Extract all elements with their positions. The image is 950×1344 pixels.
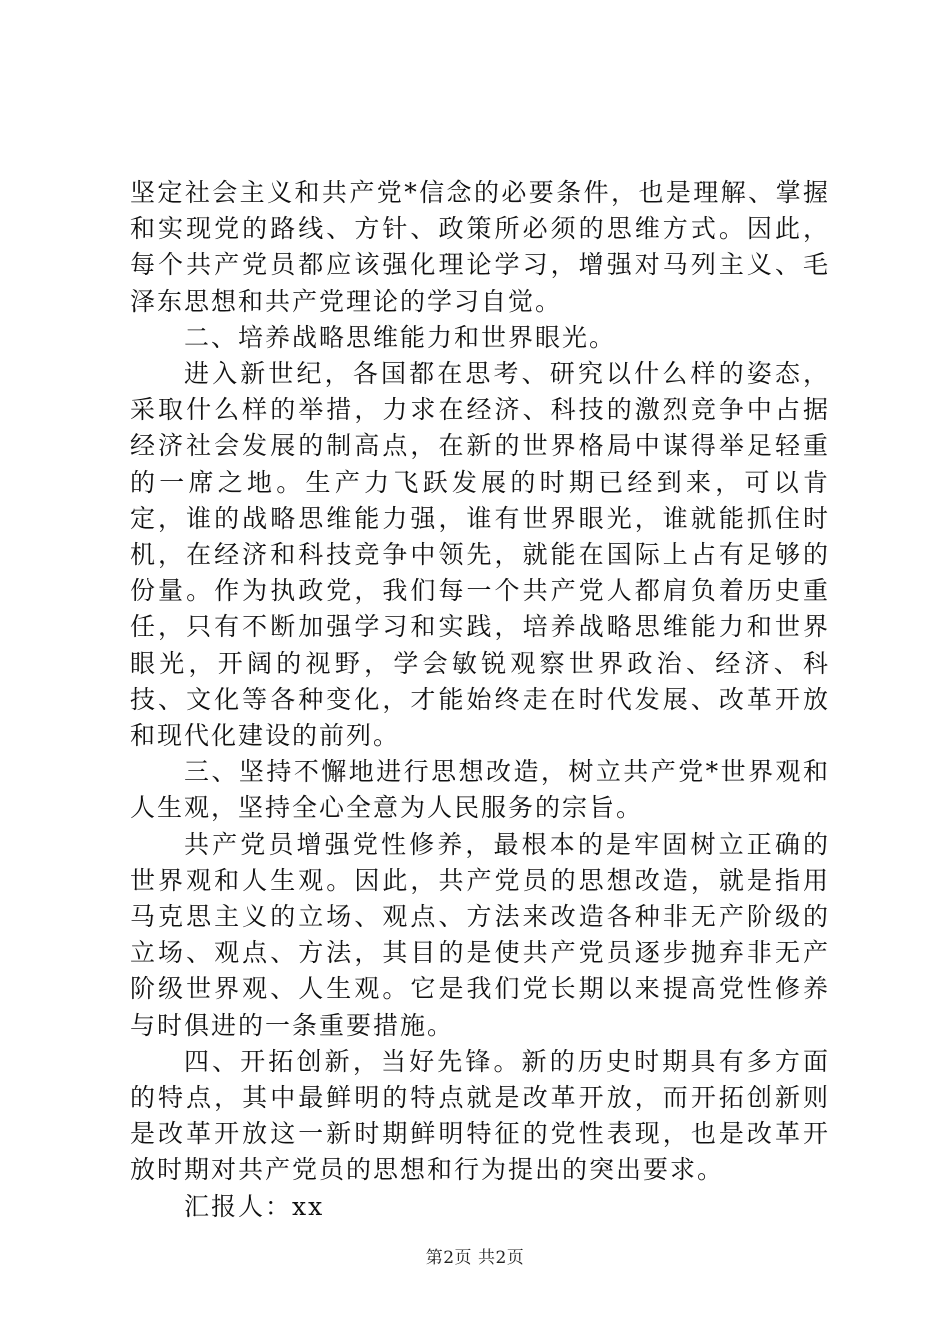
paragraph-4-heading: 三、坚持不懈地进行思想改造，树立共产党*世界观和人生观，坚持全心全意为人民服务的宗旨。 [130,757,830,823]
paragraph-1: 坚定社会主义和共产党*信念的必要条件，也是理解、掌握和实现党的路线、方针、政策所必须的思维方式。因此，每个共产党员都应该强化理论学习，增强对马列主义、毛泽东思想和共产党理论的学习自觉。 [130,178,830,316]
paragraph-6: 四、开拓创新，当好先锋。新的历史时期具有多方面的特点，其中最鲜明的特点就是改革开放，而开拓创新则是改革开放这一新时期鲜明特征的党性表现，也是改革开放时期对共产党员的思想和行为提出的突出要求。 [130,1046,830,1185]
paragraph-5: 共产党员增强党性修养，最根本的是牢固树立正确的世界观和人生观。因此，共产党员的思想改造，就是指用马克思主义的立场、观点、方法来改造各种非无产阶级的立场、观点、方法，其目的是使共产党员逐步抛弃非无产阶级世界观、人生观。它是我们党长期以来提高党性修养与时俱进的一条重要措施。 [130,829,830,1040]
document-body [130,175,830,1225]
paragraph-3: 进入新世纪，各国都在思考、研究以什么样的姿态，采取什么样的举措，力求在经济、科技的激烈竞争中占据经济社会发展的制高点，在新的世界格局中谋得举足轻重的一席之地。生产力飞跃发展的时期已经到来，可以肯定，谁的战略思维能力强，谁有世界眼光，谁就能抓住时机，在经济和科技竞争中领先，就能在国际上占有足够的份量。作为执政党，我们每一个共产党人都肩负着历史重任，只有不断加强学习和实践，培养战略思维能力和世界眼光，开阔的视野，学会敏锐观察世界政治、经济、科技、文化等各种变化，才能始终走在时代发展、改革开放和现代化建设的前列。 [130,359,830,751]
page-number-footer: 第2页 共2页 [425,1248,525,1268]
paragraph-2-heading: 二、培养战略思维能力和世界眼光。 [184,322,617,352]
reporter-signature: 汇报人：xx [184,1191,325,1221]
